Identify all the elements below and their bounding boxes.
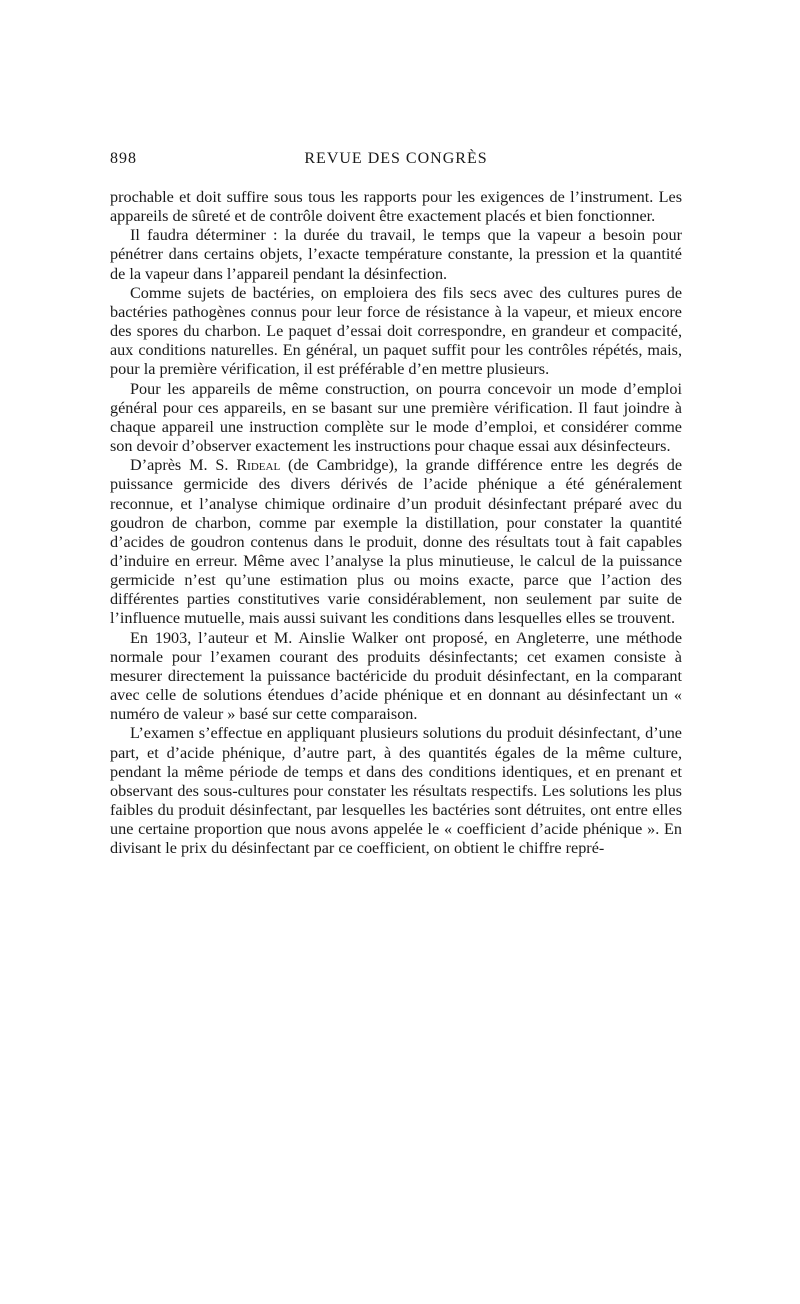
page-number: 898: [110, 150, 137, 167]
paragraph: Il faudra déterminer : la durée du travail, le temps que la vapeur a besoin pour pénétrer dans certains objets, l’exacte température constante, la pression et la quantité de la vapeur dans l’appareil pendant la désinfection.: [110, 226, 682, 283]
page-header: [110, 150, 682, 176]
paragraph-text: (de Cambridge), la grande différence entre les degrés de puissance germicide des divers dérivés de l’acide phénique a été généralement reconnue, et l’analyse chimique ordinaire d’un produit désinfectant préparé avec du goudron de charbon, comme par exemple la distillation, pour constater la quantité d’acides de goudron contenus dans le produit, donne des résultats tout à fait capables d’induire en erreur. Même avec l’analyse la plus minutieuse, le calcul de la puissance germicide n’est qu’une estimation plus ou moins exacte, parce que l’action des différentes parties constitutives varie considérablement, non seulement par suite de l’influence mutuelle, mais aussi suivant les conditions dans lesquelles elles se trouvent.: [110, 456, 683, 628]
body-text: [110, 188, 682, 858]
running-title: REVUE DES CONGRÈS: [304, 150, 488, 167]
paragraph: [110, 456, 682, 628]
paragraph: prochable et doit suffire sous tous les rapports pour les exigences de l’instrument. Les appareils de sûreté et de contrôle doivent être exactement placés et bien fonctionner.: [110, 188, 682, 226]
paragraph: L’examen s’effectue en appliquant plusieurs solutions du produit désinfectant, d’une part, et d’acide phénique, d’autre part, à des quantités égales de la même culture, pendant la même période de temps et dans des conditions identiques, et en prenant et observant des sous-cultures pour constater les résultats respectifs. Les solutions les plus faibles du produit désinfectant, par lesquelles les bactéries sont détruites, ont entre elles une certaine proportion que nous avons appelée le « coefficient d’acide phénique ». En divisant le prix du désinfectant par ce coefficient, on obtient le chiffre repré-: [110, 724, 682, 858]
paragraph-text: D’après M. S.: [130, 456, 237, 475]
paragraph: Pour les appareils de même construction, on pourra concevoir un mode d’emploi général pour ces appareils, en se basant sur une première vérification. Il faut joindre à chaque appareil une instruction complète sur le mode d’emploi, et considérer comme son devoir d’observer exactement les instructions pour chaque essai aux désinfecteurs.: [110, 379, 682, 456]
paragraph: En 1903, l’auteur et M. Ainslie Walker ont proposé, en Angleterre, une méthode normale pour l’examen courant des produits désinfectants; cet examen consiste à mesurer directement la puissance bactéricide du produit désinfectant, en la comparant avec celle de solutions étendues d’acide phénique et en donnant au désinfectant un « numéro de valeur » basé sur cette comparaison.: [110, 628, 682, 724]
paragraph: Comme sujets de bactéries, on emploiera des fils secs avec des cultures pures de bactéries pathogènes connus pour leur force de résistance à la vapeur, et mieux encore des spores du charbon. Le paquet d’essai doit correspondre, en grandeur et compacité, aux conditions naturelles. En général, un paquet suffit pour les contrôles répétés, mais, pour la première vérification, il est préférable d’en mettre plusieurs.: [110, 283, 682, 379]
author-name: Rideal: [236, 456, 281, 475]
